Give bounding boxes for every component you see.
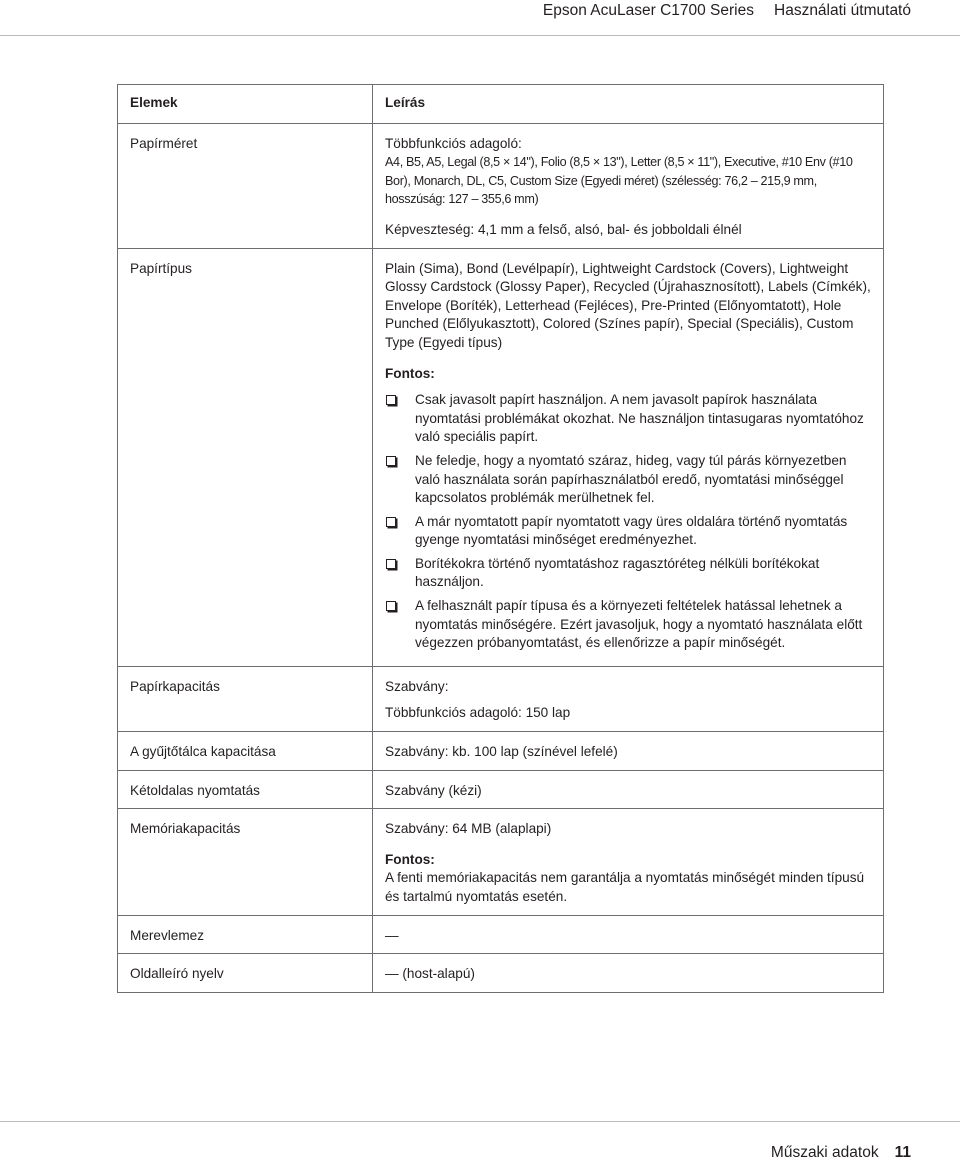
product-name: Epson AcuLaser C1700 Series: [542, 2, 754, 19]
running-footer: [771, 1142, 911, 1164]
row-value: [373, 809, 884, 915]
paper-type-list: Plain (Sima), Bond (Levélpapír), Lightweight Cardstock (Covers), Lightweight Glossy Cardstock (Glossy Paper), Recycled (Újrahasznosított), Labels (Címkék), Envelope (Boríték), Letterhead (Fejléces), Pre-Printed (Előnyomtatott), Hole Punched (Előlyukasztott), Colored (Színes papír), Special (Speciális), Custom Type (Egyedi típus): [385, 260, 871, 350]
important-heading: Fontos:: [385, 365, 435, 381]
checkbox-bullet-icon: [386, 456, 396, 466]
row-value: Szabvány: kb. 100 lap (színével lefelé): [373, 732, 884, 771]
column-header-item: Elemek: [118, 85, 373, 124]
guide-title: Használati útmutató: [774, 2, 911, 19]
checkbox-bullet-icon: [386, 601, 396, 611]
header-rule: [0, 35, 960, 36]
table-header-row: [118, 85, 884, 124]
section-title: Műszaki adatok: [770, 1144, 879, 1161]
memory-note: A fenti memóriakapacitás nem garantálja a nyomtatás minőségét minden típusú és tartalmú nyomtatás esetén.: [385, 870, 865, 904]
feeder-label: Többfunkciós adagoló:: [385, 135, 522, 151]
row-hdd: [118, 915, 884, 954]
list-item: Borítékokra történő nyomtatáshoz ragasztóréteg nélküli borítékokat használjon.: [385, 555, 871, 592]
memory-value: Szabvány: 64 MB (alaplapi): [385, 821, 552, 837]
checkbox-bullet-icon: [386, 395, 396, 405]
standard-label: Szabvány:: [385, 678, 449, 694]
row-label: Kétoldalas nyomtatás: [118, 770, 373, 809]
checkbox-bullet-icon: [386, 517, 396, 527]
page-number: 11: [894, 1144, 911, 1161]
row-label: Papírkapacitás: [118, 666, 373, 731]
row-value: — (host-alapú): [373, 954, 884, 993]
row-value: —: [373, 915, 884, 954]
running-header: [543, 0, 911, 22]
row-paper-size: [118, 123, 884, 248]
list-item: A felhasznált papír típusa és a környezeti feltételek hatással lehetnek a nyomtatás minőségére. Ezért javasoljuk, hogy a nyomtató használata előtt végezzen próbanyomtatást, és ellenőrizze a papír minőségét.: [385, 597, 871, 653]
row-value: Szabvány (kézi): [373, 770, 884, 809]
row-label: Papírtípus: [118, 248, 373, 666]
row-value: [373, 666, 884, 731]
row-pdl: [118, 954, 884, 993]
important-notes-list: [385, 391, 871, 653]
row-duplex: [118, 770, 884, 809]
print-margin: Képveszteség: 4,1 mm a felső, alsó, bal- és jobboldali élnél: [385, 221, 742, 237]
important-heading: Fontos:: [385, 851, 435, 867]
row-paper-capacity: [118, 666, 884, 731]
row-paper-type: [118, 248, 884, 666]
list-item: A már nyomtatott papír nyomtatott vagy üres oldalára történő nyomtatás gyenge nyomtatási minőséget eredményezhet.: [385, 513, 871, 550]
column-header-description: Leírás: [373, 85, 884, 124]
list-item: Ne feledje, hogy a nyomtató száraz, hideg, vagy túl párás környezetben való használata során papírhasználatból eredő, nyomtatási minőséggel kapcsolatos problémák merülhetnek fel.: [385, 452, 871, 508]
checkbox-bullet-icon: [386, 559, 396, 569]
row-value: [373, 248, 884, 666]
row-label: Oldalleíró nyelv: [118, 954, 373, 993]
row-label: A gyűjtőtálca kapacitása: [118, 732, 373, 771]
footer-rule: [0, 1121, 960, 1122]
row-value: [373, 123, 884, 248]
spec-table: [117, 84, 884, 993]
row-output-tray: [118, 732, 884, 771]
row-label: Papírméret: [118, 123, 373, 248]
paper-size-list: A4, B5, A5, Legal (8,5 × 14"), Folio (8,5 × 13"), Letter (8,5 × 11"), Executive, #10 Env (#10 Bor), Monarch, DL, C5, Custom Size (Egyedi méret) (szélesség: 76,2 – 215,9 mm, hosszúság: 127 – 355,6 mm): [385, 155, 853, 207]
row-label: Memóriakapacitás: [118, 809, 373, 915]
list-item: Csak javasolt papírt használjon. A nem javasolt papírok használata nyomtatási problémákat okozhat. Ne használjon tintasugaras nyomtatóhoz való speciális papírt.: [385, 391, 871, 447]
capacity-value: Többfunkciós adagoló: 150 lap: [385, 705, 571, 721]
row-label: Merevlemez: [118, 915, 373, 954]
row-memory: [118, 809, 884, 915]
